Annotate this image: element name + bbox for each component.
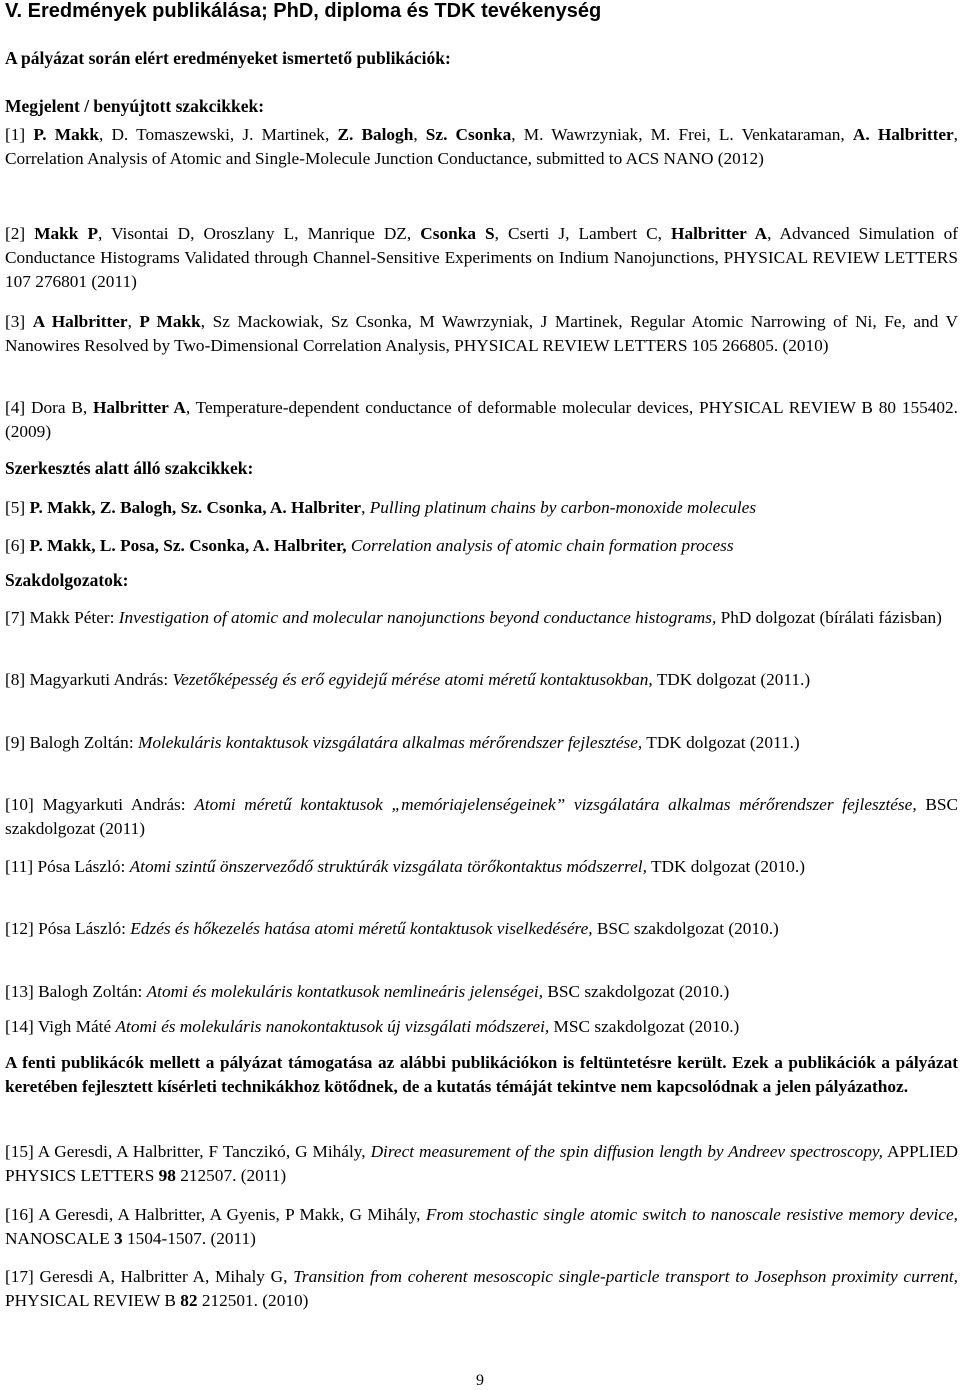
entry-text: 1504-1507. (2011) [122,1229,256,1248]
entry-text: [9] Balogh Zoltán: [5,733,138,752]
italic-title: Atomi és molekuláris kontatkusok nemlineáris jelenségei, [146,982,544,1001]
entry-text: [2] [5,224,35,243]
reference-entry [5,534,958,558]
reference-entry [5,396,958,444]
bold-text: Makk P [34,224,99,243]
entry-text: [16] A Geresdi, A Halbritter, A Gyenis, P Makk, G Mihály, [5,1205,426,1224]
reference-entry [5,310,958,358]
entry-text: [13] Balogh Zoltán: [5,982,147,1001]
italic-title: Direct measurement of the spin diffusion length by Andreev spectroscopy, [370,1142,883,1161]
entry-text: [10] Magyarkuti András: [5,795,195,814]
entry-text: [11] Pósa László: [5,857,130,876]
bold-text: A Halbritter [32,312,128,331]
entry-text: [1] [5,125,34,144]
italic-title: Pulling platinum chains by carbon-monoxide molecules [369,498,757,517]
bold-text: Csonka S [420,224,495,243]
reference-entry [5,793,958,841]
reference-entry [5,668,958,692]
reference-entry [5,606,958,630]
entry-text: , [361,498,370,517]
italic-title: Transition from coherent mesoscopic single-particle transport to Josephson proximity current, [293,1267,958,1286]
reference-entry [5,855,958,879]
section-title: V. Eredmények publikálása; PhD, diploma és TDK tevékenység [5,0,602,22]
reference-entry [5,123,958,171]
reference-entry [5,731,958,755]
entry-text: , [413,125,426,144]
reference-entry [5,496,958,520]
entry-text: [3] [5,312,33,331]
entry-text: [5] [5,498,30,517]
entry-text: [12] Pósa László: [5,919,131,938]
entry-text: TDK dolgozat (2011.) [642,733,800,752]
bold-text: Z. Balogh [337,125,414,144]
entry-text: BSC szakdolgozat (2010.) [592,919,779,938]
entry-text: , Visontai D, Oroszlany L, Manrique DZ, [98,224,421,243]
reference-entry [5,222,958,294]
bold-text: A fenti publikácók mellett a pályázat támogatása az alábbi publikációkon is feltüntetésre került. Ezek a publikációk a pályázat keretében fejlesztett kísérleti technikákhoz kötődnek, de a kutatás témáját tekintve nem kapcsolódnak a jelen pályázathoz. [5,1053,958,1096]
italic-title: Atomi szintű önszerveződő struktúrák vizsgálata törőkontaktus módszerrel, [129,857,647,876]
entry-text: TDK dolgozat (2010.) [646,857,806,876]
entry-text: BSC szakdolgozat (2010.) [543,982,730,1001]
entry-text: BSC szakdolgozat (2011) [5,795,959,838]
entry-text: TDK dolgozat (2011.) [652,670,811,689]
entry-text: MSC szakdolgozat (2010.) [549,1017,740,1036]
entry-text: [17] Geresdi A, Halbritter A, Mihaly G, [5,1267,294,1286]
entry-text: [15] A Geresdi, A Halbritter, F Tanczikó, G Mihály, [5,1142,371,1161]
entry-text: [7] Makk Péter: [5,608,119,627]
reference-entry [5,1265,958,1313]
italic-title: Investigation of atomic and molecular nanojunctions beyond conductance histograms, [118,608,717,627]
reference-entry [5,1140,958,1188]
entry-text: 212507. (2011) [175,1166,287,1185]
bold-text: P. Makk, Z. Balogh, Sz. Csonka, A. Halbriter [29,498,362,517]
bold-text: Sz. Csonka [425,125,512,144]
entry-text: , M. Wawrzyniak, M. Frei, L. Venkataraman, [511,125,853,144]
bold-text: P Makk [139,312,201,331]
bold-text: Halbritter A [92,398,186,417]
reference-entry [5,980,958,1004]
entry-text: , Advanced Simulation of Conductance Histograms Validated through Channel-Sensitive Experiments on Indium Nanojunctions, PHYSICAL REVIEW LETTERS 107 276801 (2011) [5,224,958,291]
entry-text: [8] Magyarkuti András: [5,670,173,689]
italic-title: Edzés és hőkezelés hatása atomi méretű kontaktusok viselkedésére, [130,919,593,938]
bold-text: P. Makk [33,125,99,144]
italic-title: Correlation analysis of atomic chain formation process [350,536,734,555]
entry-text: 212501. (2010) [197,1291,309,1310]
italic-title: From stochastic single atomic switch to nanoscale resistive memory device, [425,1205,958,1224]
entry-text: , Sz Mackowiak, Sz Csonka, M Wawrzyniak, J Martinek, Regular Atomic Narrowing of Ni, Fe, and V Nanowires Resolved by Two-Dimensional Correlation Analysis, PHYSICAL REVIEW LETTERS 105 266805. (2010) [5,312,958,355]
group-heading-in-preparation: Szerkesztés alatt álló szakcikkek: [5,458,254,478]
entry-text: PHYSICAL REVIEW B [5,1291,181,1310]
group-heading-theses: Szakdolgozatok: [5,570,129,590]
group-heading-published: Megjelent / benyújtott szakcikkek: [5,96,265,116]
entry-text: , D. Tomaszewski, J. Martinek, [98,125,338,144]
bold-text: Halbritter A [671,224,768,243]
italic-title: Atomi méretű kontaktusok „memóriajelenségeinek” vizsgálatára alkalmas mérőrendszer fejlesztése, [194,795,917,814]
reference-entry [5,917,958,941]
bold-text: 82 [180,1291,198,1310]
bold-text: A. Halbritter [852,125,954,144]
entry-text: NANOSCALE [5,1229,114,1248]
reference-entry [5,1015,958,1039]
entry-text: , Cserti J, Lambert C, [494,224,671,243]
entry-text: , Temperature-dependent conductance of deformable molecular devices, PHYSICAL REVIEW B 80 155402. (2009) [5,398,958,441]
italic-title: Vezetőképesség és erő egyidejű mérése atomi méretű kontaktusokban, [172,670,653,689]
bold-text: P. Makk, L. Posa, Sz. Csonka, A. Halbriter, [29,536,347,555]
entry-text: [4] Dora B, [5,398,93,417]
entry-text: [6] [5,536,30,555]
bold-text: 3 [113,1229,123,1248]
entry-text: , Correlation Analysis of Atomic and Single-Molecule Junction Conductance, submitted to ACS NANO (2012) [5,125,958,168]
note-paragraph [5,1051,958,1099]
subtitle: A pályázat során elért eredményeket ismertető publikációk: [5,48,451,68]
entry-text: [14] Vigh Máté [5,1017,116,1036]
italic-title: Atomi és molekuláris nanokontaktusok új vizsgálati módszerei, [115,1017,550,1036]
entry-text: APPLIED PHYSICS LETTERS [5,1142,958,1185]
entry-text: PhD dolgozat (bírálati fázisban) [716,608,942,627]
reference-entry [5,1203,958,1251]
italic-title: Molekuláris kontaktusok vizsgálatára alkalmas mérőrendszer fejlesztése, [137,733,643,752]
page-number: 9 [476,1372,484,1389]
entry-text: , [127,312,140,331]
bold-text: 98 [158,1166,176,1185]
